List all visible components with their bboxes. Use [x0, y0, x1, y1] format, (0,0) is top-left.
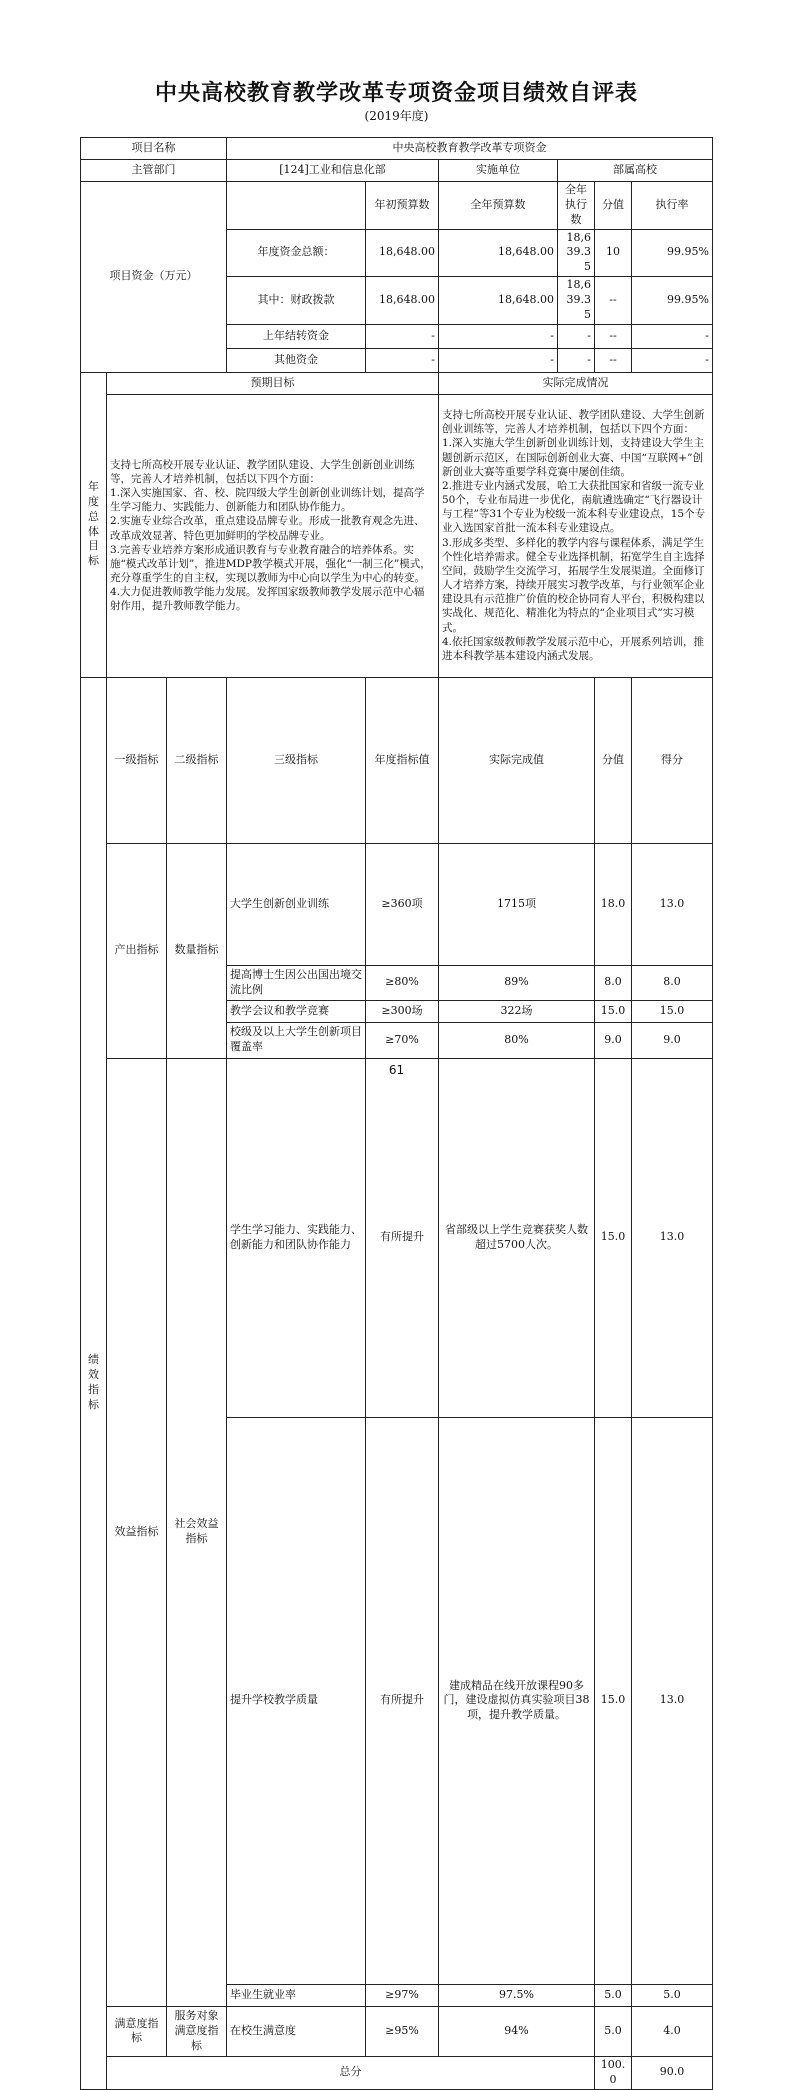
indicator-target: ≥360项	[366, 843, 439, 965]
expected-goal-text: 支持七所高校开展专业认证、教学团队建设、大学生创新创业训练等，完善人才培养机制，包括以下四个方面： 1.深入实施国家、省、校、院四级大学生创新创业训练计划，提高学生学习能力、实践能力、创新能力和团队协作能力。 2.实施专业综合改革，重点建设品牌专业。形成一批教育观念先进、改革成效显著、特色更加鲜明的学校品牌专业。 3.完善专业培养方案形成通识教育与专业教育融合的培养体系。实施“模式改革计划”，推进MDP教学模式开展，强化“一制三化”模式，充分尊重学生的自主权，实现以教师为中心向以学生为中心的转变。 4.大力促进教师教学能力发展。发挥国家级教师教学发展示范中心辐射作用，提升教师教学能力。	[107, 394, 439, 677]
dept-row	[81, 160, 713, 182]
funds-cell: -	[632, 348, 713, 372]
indicator-target: ≥95%	[366, 2006, 439, 2056]
funds-cell: 18,648.00	[366, 277, 439, 325]
indicator-score: 15.0	[595, 1058, 632, 1417]
indicator-got: 13.0	[632, 1058, 713, 1417]
indicator-got: 13.0	[632, 843, 713, 965]
indicator-name: 提升学校教学质量	[227, 1417, 366, 1984]
funds-cell: 99.95%	[632, 229, 713, 277]
funds-label: 项目资金（万元）	[81, 182, 227, 373]
level2-social-benefit: 社会效益指标	[167, 1058, 227, 2006]
indicator-header-row	[81, 677, 713, 843]
indicator-header: 得分	[632, 677, 713, 843]
level1-output: 产出指标	[107, 843, 167, 1058]
indicator-got: 8.0	[632, 965, 713, 1000]
indicator-target: 有所提升	[366, 1417, 439, 1984]
funds-cell: 18,639.35	[558, 229, 595, 277]
funds-cell: 18,648.00	[366, 229, 439, 277]
expected-header: 预期目标	[107, 372, 439, 394]
indicator-score: 15.0	[595, 1417, 632, 1984]
total-score: 100.0	[595, 2056, 632, 2089]
indicator-got: 5.0	[632, 1984, 713, 2006]
impl-value: 部属高校	[558, 160, 713, 182]
funds-cell: 18,639.35	[558, 277, 595, 325]
indicator-score: 5.0	[595, 1984, 632, 2006]
actual-goal-text: 支持七所高校开展专业认证、教学团队建设、大学生创新创业训练等，完善人才培养机制，包括以下四个方面： 1.深入实施大学生创新创业训练计划，支持建设大学生主题创新示范区，在国际创新创业大赛、中国“互联网+”创新创业大赛等重要学科竞赛中屡创佳绩。 2.推进专业内涵式发展，哈工大获批国家和省级一流专业50个，专业布局进一步优化，南航遴选确定“飞行器设计与工程”等31个专业为校级一流本科专业建设点，15个专业入选国家首批一流本科专业建设点。 3.形成多类型、多样化的教学内容与课程体系，满足学生个性化培养需求。健全专业选择机制，拓宽学生自主选择空间，鼓励学生交流学习，拓展学生发展渠道。全面修订人才培养方案，持续开展实习教学改革，与行业领军企业建设具有示范推广价值的校企协同育人平台，积极构建以实战化、规范化、精准化为特点的“企业项目式”实习模式。 4.依托国家级教师教学发展示范中心，开展系列培训，推进本科教学基本建设内涵式发展。	[439, 394, 713, 677]
funds-cell: 10	[595, 229, 632, 277]
funds-cell: -	[439, 324, 558, 348]
indicator-name: 教学会议和教学竞赛	[227, 1000, 366, 1022]
indicator-got: 15.0	[632, 1000, 713, 1022]
performance-table	[80, 137, 713, 2090]
indicator-name: 毕业生就业率	[227, 1984, 366, 2006]
indicator-row	[81, 2006, 713, 2056]
funds-cell: -	[632, 324, 713, 348]
indicator-actual: 322场	[439, 1000, 595, 1022]
level2-service-satisfaction: 服务对象满意度指标	[167, 2006, 227, 2056]
indicator-header: 实际完成值	[439, 677, 595, 843]
indicator-got: 9.0	[632, 1022, 713, 1058]
project-name-label: 项目名称	[81, 138, 227, 160]
funds-row-label: 其中：财政拨款	[227, 277, 366, 325]
indicator-row	[81, 843, 713, 965]
indicator-score: 15.0	[595, 1000, 632, 1022]
indicator-header: 年度指标值	[366, 677, 439, 843]
indicator-section-label: 绩效指标	[81, 677, 107, 2089]
indicator-header: 二级指标	[167, 677, 227, 843]
indicator-got: 4.0	[632, 2006, 713, 2056]
page-number: 61	[388, 1063, 405, 1077]
funds-cell: -	[439, 348, 558, 372]
funds-header: 全年预算数	[439, 182, 558, 230]
indicator-target: 有所提升	[366, 1058, 439, 1417]
indicator-header: 一级指标	[107, 677, 167, 843]
funds-cell: 18,648.00	[439, 229, 558, 277]
indicator-actual: 1715项	[439, 843, 595, 965]
project-name-value: 中央高校教育教学改革专项资金	[227, 138, 713, 160]
level1-satisfaction: 满意度指标	[107, 2006, 167, 2056]
total-label: 总分	[107, 2056, 595, 2089]
goals-header-row	[81, 372, 713, 394]
indicator-actual: 建成精品在线开放课程90多门，建设虚拟仿真实验项目38项，提升教学质量。	[439, 1417, 595, 1984]
indicator-actual: 97.5%	[439, 1984, 595, 2006]
indicator-actual: 省部级以上学生竞赛获奖人数超过5700人次。	[439, 1058, 595, 1417]
indicator-target: ≥80%	[366, 965, 439, 1000]
indicator-score: 5.0	[595, 2006, 632, 2056]
actual-header: 实际完成情况	[439, 372, 713, 394]
funds-cell: --	[595, 348, 632, 372]
indicator-actual: 89%	[439, 965, 595, 1000]
indicator-name: 校级及以上大学生创新项目覆盖率	[227, 1022, 366, 1058]
level1-benefit: 效益指标	[107, 1058, 167, 2006]
indicator-header: 三级指标	[227, 677, 366, 843]
indicator-score: 18.0	[595, 843, 632, 965]
impl-label: 实施单位	[439, 160, 558, 182]
indicator-target: ≥70%	[366, 1022, 439, 1058]
funds-cell: 18,648.00	[439, 277, 558, 325]
project-name-row	[81, 138, 713, 160]
page-title: 中央高校教育教学改革专项资金项目绩效自评表	[154, 81, 638, 106]
funds-cell: -	[558, 348, 595, 372]
funds-header: 全年执行数	[558, 182, 595, 230]
funds-cell: 99.95%	[632, 277, 713, 325]
indicator-name: 学生学习能力、实践能力、创新能力和团队协作能力	[227, 1058, 366, 1417]
funds-cell: --	[595, 277, 632, 325]
funds-row-label: 年度资金总额：	[227, 229, 366, 277]
indicator-header: 分值	[595, 677, 632, 843]
total-row	[81, 2056, 713, 2089]
funds-row-label: 上年结转资金	[227, 324, 366, 348]
indicator-score: 8.0	[595, 965, 632, 1000]
level2-quantity: 数量指标	[167, 843, 227, 1058]
dept-value: [124]工业和信息化部	[227, 160, 439, 182]
funds-row-label: 其他资金	[227, 348, 366, 372]
indicator-target: ≥97%	[366, 1984, 439, 2006]
funds-header: 分值	[595, 182, 632, 230]
page-subtitle: (2019年度)	[364, 109, 429, 123]
funds-cell: --	[595, 324, 632, 348]
funds-header: 执行率	[632, 182, 713, 230]
indicator-target: ≥300场	[366, 1000, 439, 1022]
total-got: 90.0	[632, 2056, 713, 2089]
funds-header: 年初预算数	[366, 182, 439, 230]
dept-label: 主管部门	[81, 160, 227, 182]
indicator-name: 大学生创新创业训练	[227, 843, 366, 965]
funds-cell: -	[366, 348, 439, 372]
indicator-score: 9.0	[595, 1022, 632, 1058]
funds-cell: -	[558, 324, 595, 348]
indicator-row	[81, 1058, 713, 1417]
indicator-name: 在校生满意度	[227, 2006, 366, 2056]
indicator-got: 13.0	[632, 1417, 713, 1984]
funds-header-row	[81, 182, 713, 230]
goals-section-label: 年度总体目标	[81, 372, 107, 677]
funds-cell: -	[366, 324, 439, 348]
indicator-actual: 80%	[439, 1022, 595, 1058]
indicator-actual: 94%	[439, 2006, 595, 2056]
indicator-name: 提高博士生因公出国出境交流比例	[227, 965, 366, 1000]
goals-body-row	[81, 394, 713, 677]
